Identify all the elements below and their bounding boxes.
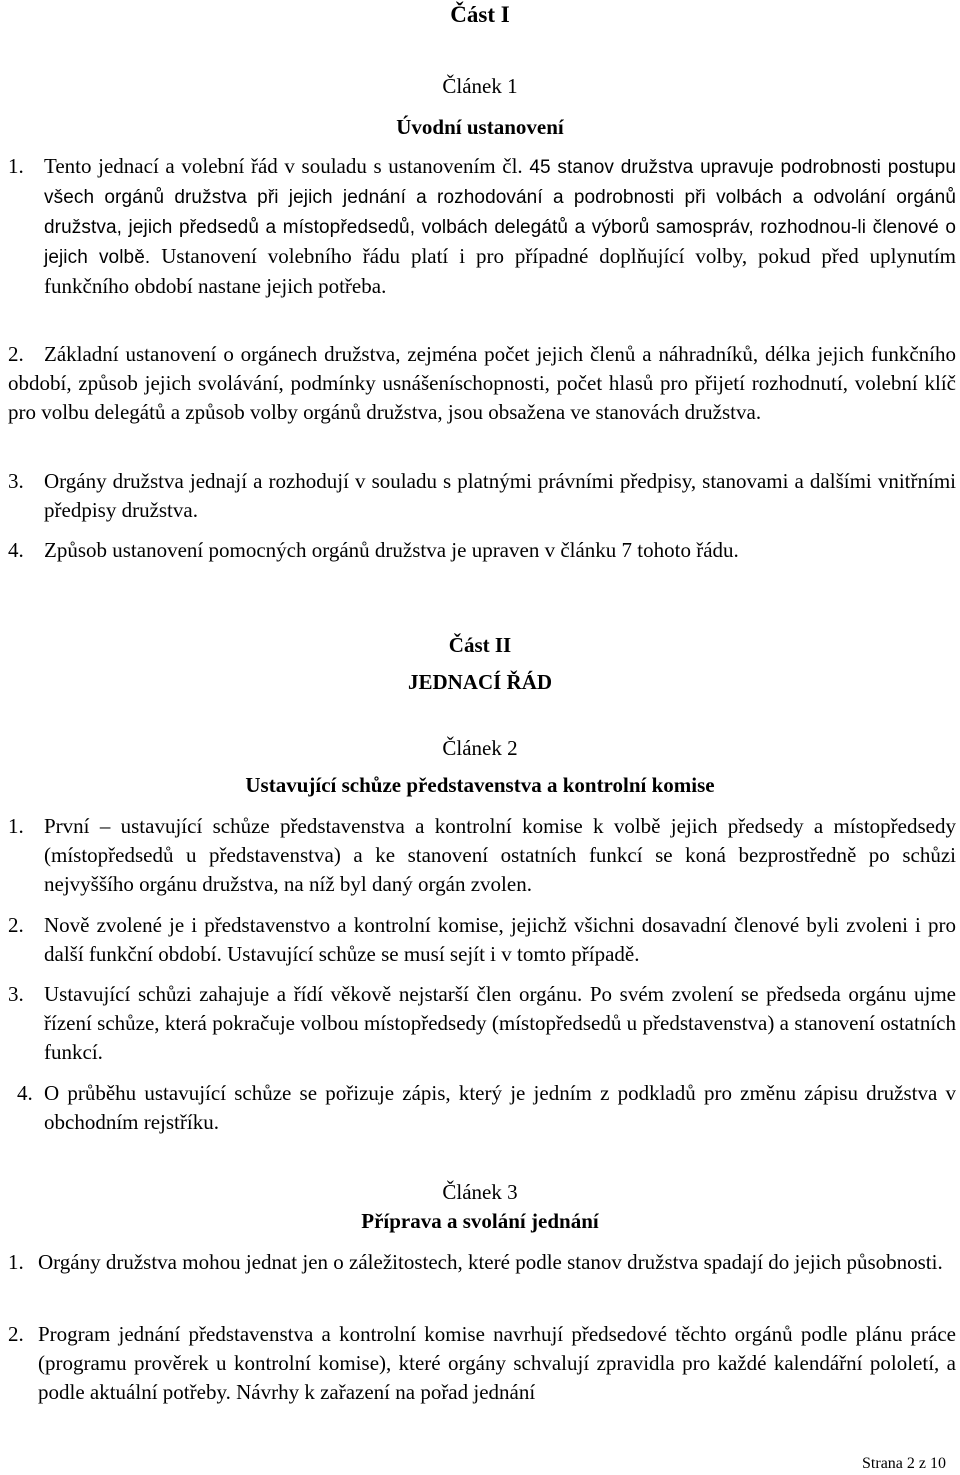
page-number: Strana 2 z 10 bbox=[862, 1455, 946, 1472]
item-number: 2. bbox=[8, 913, 24, 937]
paragraph-text: Základní ustanovení o orgánech družstva, zejména počet jejich členů a náhradníků, délka jejich funkčního období, způsob jejich svolávání, podmínky usnášeníschopnosti, počet hlasů pro přijetí rozhodnutí, volební klíč pro volbu delegátů a způsob volby orgánů družstva, jsou obsažena ve stanovách družstva. bbox=[8, 342, 956, 424]
article-heading: Úvodní ustanovení bbox=[396, 115, 564, 139]
item-number: 1. bbox=[8, 1250, 24, 1274]
paragraph: O průběhu ustavující schůze se pořizuje zápis, který je jedním z podkladů pro změnu zápisu družstva v obchodním rejstříku. bbox=[44, 1081, 956, 1134]
paragraph: Program jednání představenstva a kontrolní komise navrhují předsedové těchto orgánů podle plánu práce (programu prověrek u kontrolní komise), které orgány schvalují zpravidla pro každé kalendářní pololetí, a podle aktuální potřeby. Návrhy k zařazení na pořad jednání bbox=[38, 1322, 956, 1404]
article-label: Článek 2 bbox=[442, 736, 518, 760]
article-heading: Ustavující schůze představenstva a kontrolní komise bbox=[245, 773, 715, 797]
item-number: 2. bbox=[8, 1322, 24, 1346]
item-number: 1. bbox=[8, 814, 24, 838]
item-number: 2. bbox=[8, 342, 24, 366]
paragraph bbox=[44, 152, 956, 301]
item-number: 3. bbox=[8, 982, 24, 1006]
paragraph: Orgány družstva mohou jednat jen o záležitostech, které podle stanov družstva spadají do jejich působnosti. bbox=[38, 1250, 943, 1274]
paragraph: Ustavující schůzi zahajuje a řídí věkově nejstarší člen orgánu. Po svém zvolení se předseda orgánu ujme řízení schůze, která pokračuje volbou místopředsedy (místopředsedů u představenstva) a stanovení ostatních funkcí. bbox=[44, 982, 956, 1064]
item-number: 1. bbox=[8, 154, 24, 178]
part-title: Část I bbox=[450, 2, 510, 27]
item-number: 4. bbox=[17, 1081, 33, 1105]
article-label: Článek 1 bbox=[442, 74, 518, 98]
paragraph-text: 45 stanov družstva upravuje podrobnosti postupu všech orgánů družstva při jejich jednání a rozhodování a podrobnosti při volbách a odvolání orgánů družstva, jejich předsedů a místopředsedů, volbách delegátů a výborů samospráv, rozhodnou-li členové o jejich volbě. bbox=[44, 157, 957, 268]
paragraph: Nově zvolené je i představenstvo a kontrolní komise, jejichž všichni dosavadní členové byli zvoleni i pro další funkční období. Ustavující schůze se musí sejít i v tomto případě. bbox=[44, 913, 956, 966]
article-label: Článek 3 bbox=[442, 1180, 518, 1204]
paragraph: Způsob ustanovení pomocných orgánů družstva je upraven v článku 7 tohoto řádu. bbox=[44, 538, 739, 562]
item-number: 4. bbox=[8, 538, 24, 562]
paragraph bbox=[8, 340, 956, 427]
paragraph: Orgány družstva jednají a rozhodují v souladu s platnými právními předpisy, stanovami a dalšími vnitřními předpisy družstva. bbox=[44, 469, 956, 522]
paragraph-text: Tento jednací a volební řád v souladu s ustanovením čl. bbox=[44, 154, 523, 178]
paragraph-text: Ustanovení volebního řádu platí i pro případné doplňující volby, pokud před uplynutím funkčního období nastane jejich potřeba. bbox=[44, 244, 957, 298]
part-subtitle: JEDNACÍ ŘÁD bbox=[407, 670, 553, 694]
paragraph: První – ustavující schůze představenstva a kontrolní komise k volbě jejich předsedy a místopředsedy (místopředsedů u představenstva) a ke stanovení ostatních funkcí se koná bezprostředně po schůzi nejvyššího orgánu družstva, na níž byl daný orgán zvolen. bbox=[44, 814, 956, 896]
part-title: Část II bbox=[448, 633, 512, 657]
article-heading: Příprava a svolání jednání bbox=[361, 1209, 599, 1233]
item-number: 3. bbox=[8, 469, 24, 493]
